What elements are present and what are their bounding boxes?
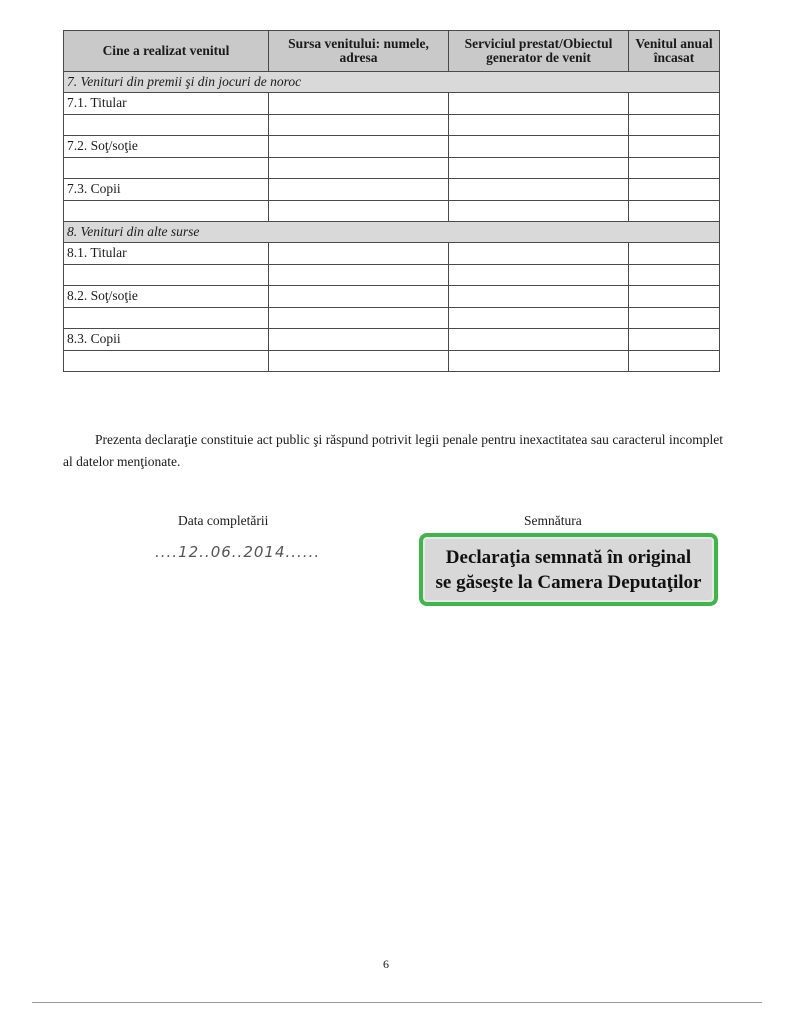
page-number: 6 <box>383 957 389 971</box>
public-statement: Prezenta declaraţie constituie act public şi răspund potrivit legii penale pentru inexactitatea sau caracterul incomplet al datelor menţionate. <box>63 431 723 469</box>
row-label: 7.3. Copii <box>64 179 269 201</box>
table-row <box>64 351 720 372</box>
table-row <box>64 286 720 308</box>
header-annual-income: Venitul anual încasat <box>629 31 720 72</box>
section-title: 8. Venituri din alte surse <box>64 222 720 243</box>
table-row <box>64 179 720 201</box>
row-label: 7.1. Titular <box>64 93 269 115</box>
table-row <box>64 158 720 179</box>
income-table <box>63 30 720 372</box>
table-header-row <box>64 31 720 72</box>
row-label: 8.3. Copii <box>64 329 269 351</box>
row-label: 7.2. Soţ/soţie <box>64 136 269 158</box>
date-label: Data completării <box>178 513 269 528</box>
table-row <box>64 329 720 351</box>
row-label: 8.2. Soţ/soţie <box>64 286 269 308</box>
table-row <box>64 243 720 265</box>
table-row <box>64 93 720 115</box>
table-row <box>64 201 720 222</box>
signature-stamp <box>419 533 718 606</box>
stamp-line-1: Declaraţia semnată în original <box>445 547 692 568</box>
section-row <box>64 72 720 93</box>
date-value-handwritten: ....12..06..2014...... <box>155 543 321 561</box>
table-row <box>64 308 720 329</box>
table-row <box>64 136 720 158</box>
section-title: 7. Venituri din premii şi din jocuri de noroc <box>64 72 720 93</box>
table-row <box>64 265 720 286</box>
row-label: 8.1. Titular <box>64 243 269 265</box>
header-service: Serviciul prestat/Obiectul generator de venit <box>449 31 629 72</box>
bottom-divider <box>32 1002 762 1003</box>
table-row <box>64 115 720 136</box>
signature-label: Semnătura <box>524 513 582 528</box>
header-who: Cine a realizat venitul <box>64 31 269 72</box>
section-row <box>64 222 720 243</box>
header-source: Sursa venitului: numele, adresa <box>269 31 449 72</box>
stamp-line-2: se găseşte la Camera Deputaţilor <box>435 572 702 593</box>
